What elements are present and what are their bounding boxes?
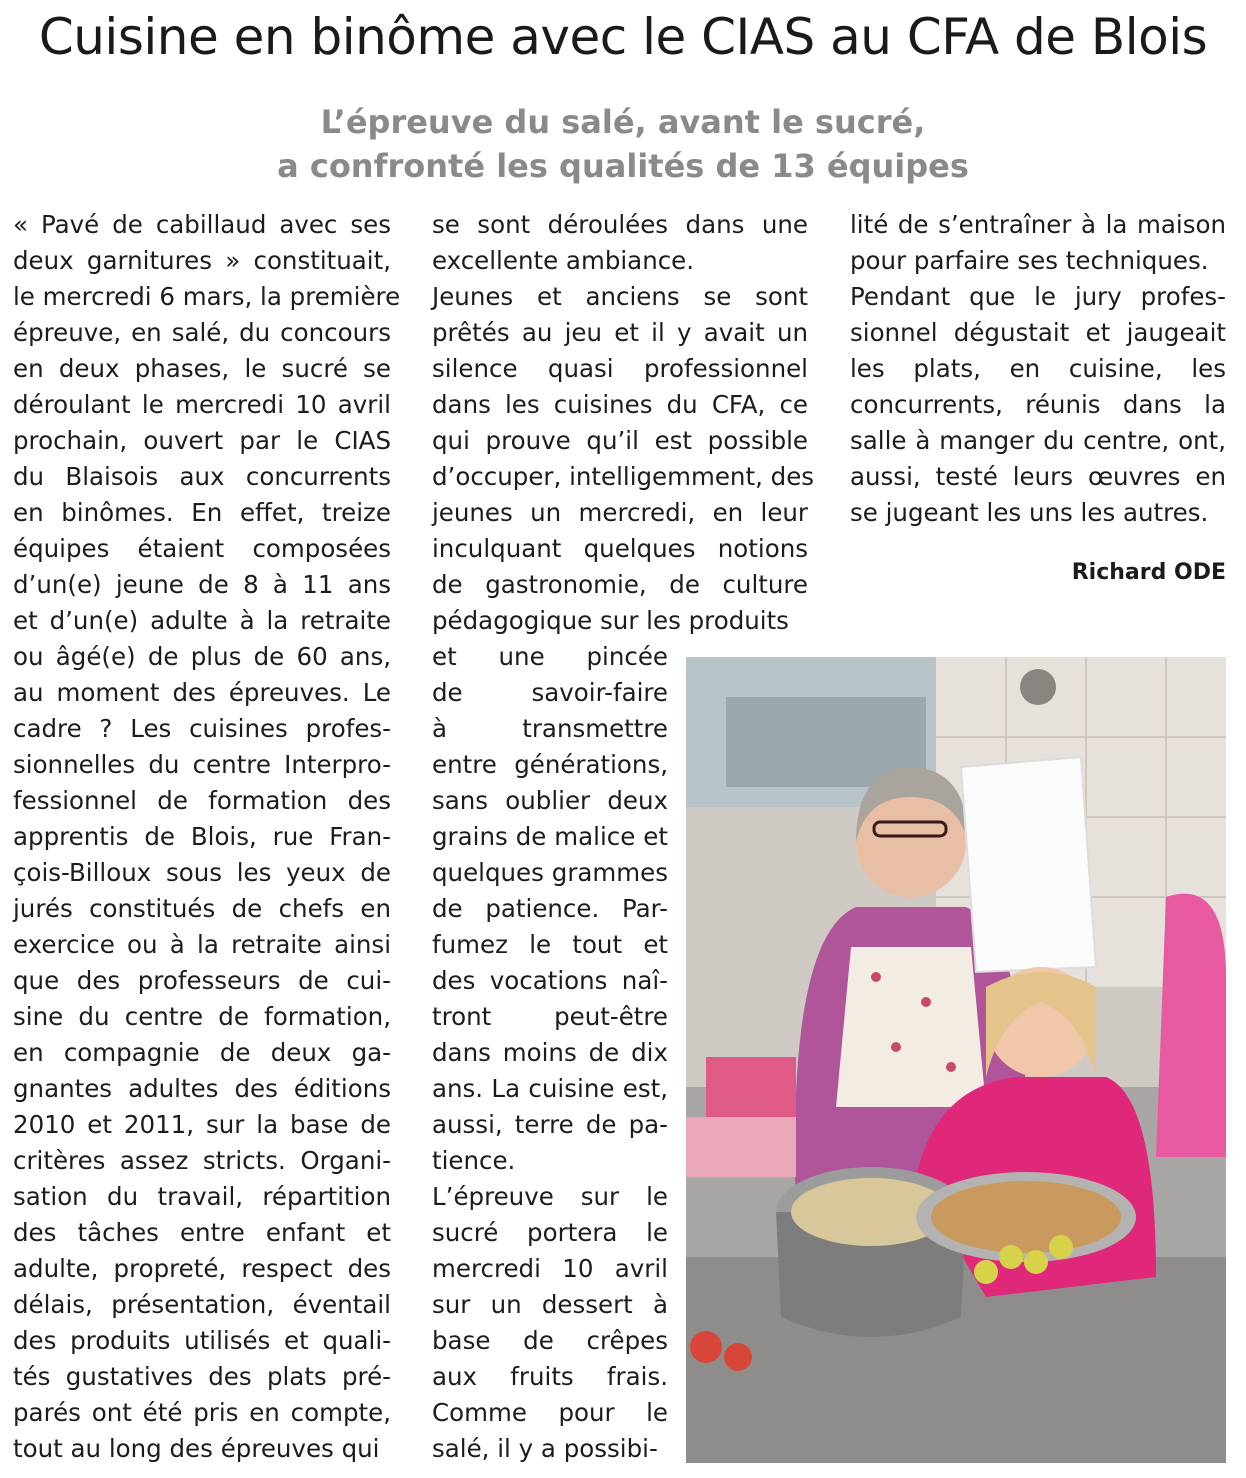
text-line: de gastronomie, de culture bbox=[432, 570, 808, 599]
text-line: Jeunes et anciens se sont bbox=[432, 282, 808, 311]
text-line: d’un(e) jeune de 8 à 11 ans bbox=[13, 570, 391, 599]
text-line: critères assez stricts. Organi- bbox=[13, 1146, 391, 1175]
text-line: salé, il y a possibi- bbox=[432, 1434, 658, 1463]
article-column-2 bbox=[432, 207, 815, 639]
text-line: le mercredi 6 mars, la première bbox=[13, 282, 401, 311]
text-line: excellente ambiance. bbox=[432, 246, 695, 275]
text-line: au moment des épreuves. Le bbox=[13, 678, 391, 707]
text-line: ou âgé(e) de plus de 60 ans, bbox=[13, 642, 391, 671]
text-line: et une pincée bbox=[432, 642, 668, 671]
wall-clock bbox=[1020, 669, 1056, 705]
text-line: aussi, testé leurs œuvres en bbox=[850, 462, 1226, 491]
text-line: jurés constitués de chefs en bbox=[13, 894, 391, 923]
text-line: sur un dessert à bbox=[432, 1290, 668, 1319]
text-line: quelques grammes bbox=[432, 858, 668, 887]
text-line: adulte, propreté, respect des bbox=[13, 1254, 391, 1283]
text-line: apprentis de Blois, rue Fran- bbox=[13, 822, 391, 851]
text-line: tience. bbox=[432, 1146, 516, 1175]
text-line: L’épreuve sur le bbox=[432, 1182, 668, 1211]
text-line: salle à manger du centre, ont, bbox=[850, 426, 1226, 455]
text-line: des tâches entre enfant et bbox=[13, 1218, 391, 1247]
text-line: base de crêpes bbox=[432, 1326, 668, 1355]
pink-towel bbox=[706, 1057, 796, 1117]
text-line: des produits utilisés et quali- bbox=[13, 1326, 391, 1355]
text-line: sucré portera le bbox=[432, 1218, 668, 1247]
text-line: sionnel dégustait et jaugeait bbox=[850, 318, 1226, 347]
text-line: tout au long des épreuves qui bbox=[13, 1434, 380, 1463]
subheadline-line: L’épreuve du salé, avant le sucré, bbox=[320, 103, 926, 141]
text-line: pédagogique sur les produits bbox=[432, 606, 789, 635]
text-line: sionnelles du centre Interpro- bbox=[13, 750, 391, 779]
article-column-2-narrow bbox=[432, 639, 668, 1467]
subheadline-line: a confronté les qualités de 13 équipes bbox=[277, 147, 969, 185]
text-line: fessionnel de formation des bbox=[13, 786, 391, 815]
text-line: des vocations naî- bbox=[432, 966, 668, 995]
text-line: d’occuper, intelligemment, des bbox=[432, 462, 815, 491]
text-line: que des professeurs de cui- bbox=[13, 966, 391, 995]
text-line: çois-Billoux sous les yeux de bbox=[13, 858, 391, 887]
text-line: deux garnitures » constituait, bbox=[13, 246, 391, 275]
text-line: 2010 et 2011, sur la base de bbox=[13, 1110, 391, 1139]
text-line: de patience. Par- bbox=[432, 894, 668, 923]
text-line: du Blaisois aux concurrents bbox=[13, 462, 391, 491]
text-line: fumez le tout et bbox=[432, 930, 668, 959]
text-line: entre générations, bbox=[432, 750, 668, 779]
text-line: silence quasi professionnel bbox=[432, 354, 808, 383]
text-line: de savoir-faire bbox=[432, 678, 668, 707]
article-column-3 bbox=[850, 207, 1226, 531]
text-line: concurrents, réunis dans la bbox=[850, 390, 1226, 419]
text-line: tront peut-être bbox=[432, 1002, 668, 1031]
text-line: déroulant le mercredi 10 avril bbox=[13, 390, 391, 419]
subheadline bbox=[0, 100, 1246, 188]
text-line: se jugeant les uns les autres. bbox=[850, 498, 1209, 527]
text-line: Comme pour le bbox=[432, 1398, 668, 1427]
text-line: ans. La cuisine est, bbox=[432, 1074, 668, 1103]
text-line: sation du travail, répartition bbox=[13, 1182, 391, 1211]
text-line: équipes étaient composées bbox=[13, 534, 391, 563]
text-line: et d’un(e) adulte à la retraite bbox=[13, 606, 391, 635]
text-line: inculquant quelques notions bbox=[432, 534, 808, 563]
text-line: délais, présentation, éventail bbox=[13, 1290, 391, 1319]
text-line: sine du centre de formation, bbox=[13, 1002, 391, 1031]
text-line: sans oublier deux bbox=[432, 786, 668, 815]
text-line: épreuve, en salé, du concours bbox=[13, 318, 391, 347]
text-line: en compagnie de deux ga- bbox=[13, 1038, 391, 1067]
woman-apron bbox=[836, 947, 986, 1107]
text-line: tés gustatives des plats pré- bbox=[13, 1362, 391, 1391]
article-column-1 bbox=[13, 207, 401, 1467]
text-line: lité de s’entraîner à la maison bbox=[850, 210, 1226, 239]
text-line: dans moins de dix bbox=[432, 1038, 668, 1067]
headline: Cuisine en binôme avec le CIAS au CFA de Blois bbox=[38, 8, 1208, 66]
article-photo bbox=[686, 657, 1226, 1463]
text-line: en binômes. En effet, treize bbox=[13, 498, 391, 527]
text-line: gnantes adultes des éditions bbox=[13, 1074, 391, 1103]
text-line: « Pavé de cabillaud avec ses bbox=[13, 210, 391, 239]
text-line: aussi, terre de pa- bbox=[432, 1110, 668, 1139]
byline: Richard ODE bbox=[1071, 560, 1226, 585]
text-line: jeunes un mercredi, en leur bbox=[432, 498, 808, 527]
text-line: cadre ? Les cuisines profes- bbox=[13, 714, 391, 743]
text-line: parés ont été pris en compte, bbox=[13, 1398, 391, 1427]
text-line: en deux phases, le sucré se bbox=[13, 354, 391, 383]
text-line: pour parfaire ses techniques. bbox=[850, 246, 1209, 275]
text-line: prêtés au jeu et il y avait un bbox=[432, 318, 808, 347]
text-line: grains de malice et bbox=[432, 822, 668, 851]
text-line: prochain, ouvert par le CIAS bbox=[13, 426, 391, 455]
text-line: les plats, en cuisine, les bbox=[850, 354, 1226, 383]
text-line: Pendant que le jury profes- bbox=[850, 282, 1226, 311]
text-line: à transmettre bbox=[432, 714, 668, 743]
text-line: mercredi 10 avril bbox=[432, 1254, 668, 1283]
text-line: se sont déroulées dans une bbox=[432, 210, 808, 239]
text-line: aux fruits frais. bbox=[432, 1362, 668, 1391]
text-line: exercice ou à la retraite ainsi bbox=[13, 930, 391, 959]
chef-hat bbox=[961, 757, 1096, 972]
text-line: qui prouve qu’il est possible bbox=[432, 426, 808, 455]
text-line: dans les cuisines du CFA, ce bbox=[432, 390, 808, 419]
